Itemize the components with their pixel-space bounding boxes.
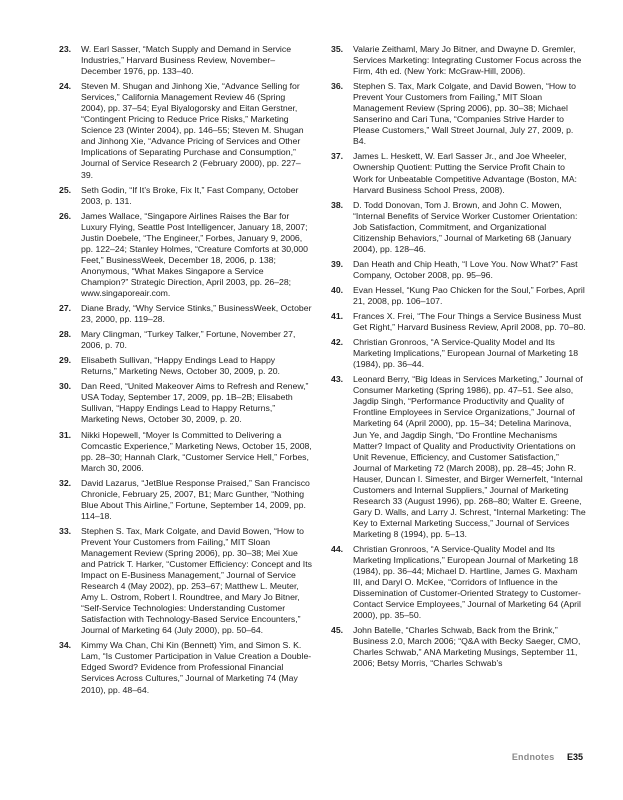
endnote-text: Dan Heath and Chip Heath, “I Love You. Now What?” Fast Company, October 2008, pp. 95–96. xyxy=(353,258,578,280)
section-label: Endnotes xyxy=(511,752,555,762)
endnote-entry xyxy=(331,151,586,195)
endnote-entry xyxy=(59,44,312,77)
endnote-number: 34. xyxy=(59,640,72,651)
endnote-number: 44. xyxy=(331,543,344,554)
endnote-text: W. Earl Sasser, “Match Supply and Demand in Service Industries,” Harvard Business Review, November–December 1976, pp. 133–40. xyxy=(81,44,292,77)
endnote-text: Dan Reed, “United Makeover Aims to Refresh and Renew,” USA Today, September 17, 2009, pp. 1B–2B; Elisabeth Sullivan, “Happy Endings Lead to Happy Returns,” Marketing News, October 30, 2009, p. 20. xyxy=(81,381,309,425)
endnote-number: 41. xyxy=(331,311,344,322)
page-number: E35 xyxy=(566,752,583,762)
endnote-text: Evan Hessel, “Kung Pao Chicken for the Soul,” Forbes, April 21, 2008, pp. 106–107. xyxy=(353,284,585,306)
endnotes-right-column xyxy=(331,44,586,673)
endnote-text: Christian Gronroos, “A Service-Quality Model and Its Marketing Implications,” European Journal of Marketing 18 (1984), pp. 36–44. xyxy=(353,337,579,370)
endnote-text: Diane Brady, “Why Service Stinks,” BusinessWeek, October 23, 2000, pp. 119–28. xyxy=(81,303,312,325)
endnote-entry xyxy=(331,44,586,77)
endnote-entry xyxy=(331,199,586,255)
endnote-text: John Batelle, “Charles Schwab, Back from the Brink,” Business 2.0, March 2006; “Q&A with Becky Saeger, CMO, Charles Schwab,” ANA Marketing Musings, September 11, 2006; Betsy Morris, “Charles Schwab’s xyxy=(353,625,581,669)
endnote-text: Steven M. Shugan and Jinhong Xie, “Advance Selling for Services,” California Management Review 46 (Spring 2004), pp. 37–54; Eyal Biyalogorsky and Eitan Gerstner, “Contingent Pricing to Reduce Price Risks,” Marketing Science 23 (Winter 2004), pp. 146–55; Steven M. Shugan and Jinhong Xie, “Advance Pricing of Services and Other Implications of Separating Purchase and Consumption,” Journal of Service Research 2 (February 2000), pp. 227–39. xyxy=(81,81,304,180)
endnote-number: 37. xyxy=(331,151,344,162)
endnote-entry xyxy=(59,303,312,325)
endnote-text: Mary Clingman, “Turkey Talker,” Fortune, November 27, 2006, p. 70. xyxy=(81,329,296,351)
endnote-number: 40. xyxy=(331,284,344,295)
endnote-text: Stephen S. Tax, Mark Colgate, and David Bowen, “How to Prevent Your Customers from Failing,” MIT Sloan Management Review (Spring 2006), pp. 30–38; Michael Sanserino and Cari Tuna, “Companies Strive Harder to Please Customers,” Wall Street Journal, July 27, 2009, p. B4. xyxy=(353,81,576,147)
endnote-entry xyxy=(331,311,586,333)
endnote-number: 31. xyxy=(59,429,72,440)
endnote-number: 24. xyxy=(59,81,72,92)
endnote-entry xyxy=(331,337,586,370)
endnote-text: Kimmy Wa Chan, Chi Kin (Bennett) Yim, and Simon S. K. Lam, “Is Customer Participation in Value Creation a Double-Edged Sword? Evidence from Professional Financial Services Across Cultures,” Journal of Marketing 74 (May 2010), pp. 48–64. xyxy=(81,640,312,695)
endnote-entry xyxy=(59,381,312,425)
endnote-entry xyxy=(331,258,586,281)
endnote-number: 43. xyxy=(331,374,344,385)
endnote-number: 28. xyxy=(59,329,72,340)
endnote-number: 26. xyxy=(59,210,72,221)
endnote-entry xyxy=(331,625,586,669)
endnote-text: D. Todd Donovan, Tom J. Brown, and John C. Mowen, “Internal Benefits of Service Worker Customer Orientation: Job Satisfaction, Commitment, and Organizational Citizenship Behaviors,” Journal of Marketing 68 (January 2004), pp. 128–46. xyxy=(353,199,578,254)
endnote-number: 32. xyxy=(59,477,72,488)
endnote-number: 27. xyxy=(59,303,72,314)
endnote-number: 33. xyxy=(59,525,72,536)
endnote-number: 30. xyxy=(59,381,72,392)
endnote-text: Leonard Berry, “Big Ideas in Services Marketing,” Journal of Consumer Marketing (Spring 1986), pp. 47–51. See also, Jagdip Singh, “Performance Productivity and Quality of Frontline Employees in Service Organizations,” Journal of Marketing 64 (April 2000), pp. 15–34; Detelina Marinova, Jun Ye, and Jagdip Singh, “Do Frontline Mechanisms Matter? Impact of Quality and Productivity Orientations on Unit Revenue, Efficiency, and Customer Satisfaction,” Journal of Marketing 72 (March 2008), pp. 28–45; John R. Hauser, Duncan I. Simester, and Birger Wernerfelt, “Internal Customers and Internal Suppliers,” Journal of Marketing Research 33 (August 1996), pp. 268–80; Walter E. Greene, Gary D. Walls, and Larry J. Schrest, “Internal Marketing: The Key to External Marketing Success,” Journal of Services Marketing 8 (1994), pp. 5–13. xyxy=(353,374,586,539)
endnote-text: Nikki Hopewell, “Moyer Is Committed to Delivering a Comcastic Experience,” Marketing News, October 15, 2008, pp. 28–30; Hannah Clark, “Customer Service Hell,” Forbes, March 30, 2006. xyxy=(81,429,312,473)
endnote-entry xyxy=(331,543,586,621)
endnote-entry xyxy=(59,640,312,695)
endnote-text: Christian Gronroos, “A Service-Quality Model and Its Marketing Implications,” European Journal of Marketing 18 (1984), pp. 36–44; Michael D. Hartline, James G. Maxham III, and Daryl O. McKee, “Corridors of Influence in the Dissemination of Customer-Oriented Strategy to Customer-Contact Service Employees,” Journal of Marketing 64 (April 2000), pp. 35–50. xyxy=(353,543,581,621)
endnote-entry xyxy=(331,81,586,147)
endnote-number: 35. xyxy=(331,44,344,54)
endnotes-left-column xyxy=(59,44,312,700)
endnote-text: David Lazarus, “JetBlue Response Praised,” San Francisco Chronicle, February 25, 2007, B1; Marc Gunther, “Nothing Blue About This Airline,” Fortune, September 14, 2009, pp. 114–18. xyxy=(81,477,310,521)
endnote-entry xyxy=(59,355,312,377)
endnote-entry xyxy=(59,210,312,299)
endnote-number: 23. xyxy=(59,44,72,54)
endnote-entry xyxy=(331,374,586,540)
endnote-number: 45. xyxy=(331,625,344,636)
endnote-number: 36. xyxy=(331,81,344,92)
endnote-number: 39. xyxy=(331,258,344,269)
endnote-entry xyxy=(331,284,586,307)
endnote-text: James L. Heskett, W. Earl Sasser Jr., and Joe Wheeler, Ownership Quotient: Putting the Service Profit Chain to Work for Unbeatable Competitive Advantage (Boston, MA: Harvard Business School Press, 2008). xyxy=(353,151,577,195)
endnote-number: 38. xyxy=(331,199,344,210)
endnote-number: 42. xyxy=(331,337,344,348)
endnote-text: Valarie Zeithaml, Mary Jo Bitner, and Dwayne D. Gremler, Services Marketing: Integrating Customer Focus across the Firm, 4th ed. (New York: McGraw-Hill, 2006). xyxy=(353,44,582,77)
endnote-text: James Wallace, “Singapore Airlines Raises the Bar for Luxury Flying, Seattle Post Intelligencer, January 18, 2007; Justin Doebele, “The Engineer,” Forbes, January 9, 2006, pp. 122–24; Stanley Holmes, “Creature Comforts at 30,000 Feet,” BusinessWeek, December 18, 2006, p. 138; Anonymous, “What Makes Singapore a Service Champion?” Strategic Direction, April 2003, pp. 26–28; www.singaporeair.com. xyxy=(81,210,308,298)
endnote-text: Seth Godin, “If It’s Broke, Fix It,” Fast Company, October 2003, p. 131. xyxy=(81,184,299,206)
endnote-entry xyxy=(59,477,312,522)
endnote-entry xyxy=(59,81,312,180)
page-footer xyxy=(512,752,583,762)
endnote-text: Stephen S. Tax, Mark Colgate, and David Bowen, “How to Prevent Your Customers from Failing,” MIT Sloan Management Review (Spring 2006), pp. 30–38; Mei Xue and Patrick T. Harker, “Customer Efficiency: Concept and Its Impact on E-Business Management,” Journal of Service Research 4 (May 2002), pp. 253–67; Matthew L. Meuter, Amy L. Ostrom, Robert I. Roundtree, and Mary Jo Bitner, “Self-Service Technologies: Understanding Customer Satisfaction with Technology-Based Service Encounters,” Journal of Marketing 64 (July 2000), pp. 50–64. xyxy=(81,525,312,636)
endnote-entry xyxy=(59,184,312,207)
endnote-entry xyxy=(59,429,312,474)
endnote-text: Frances X. Frei, “The Four Things a Service Business Must Get Right,” Harvard Business Review, April 2008, pp. 70–80. xyxy=(353,311,586,333)
endnote-text: Elisabeth Sullivan, “Happy Endings Lead to Happy Returns,” Marketing News, October 30, 2009, p. 20. xyxy=(81,355,280,377)
endnote-number: 25. xyxy=(59,184,72,195)
endnote-entry xyxy=(59,525,312,636)
endnote-entry xyxy=(59,329,312,351)
endnote-number: 29. xyxy=(59,355,72,366)
